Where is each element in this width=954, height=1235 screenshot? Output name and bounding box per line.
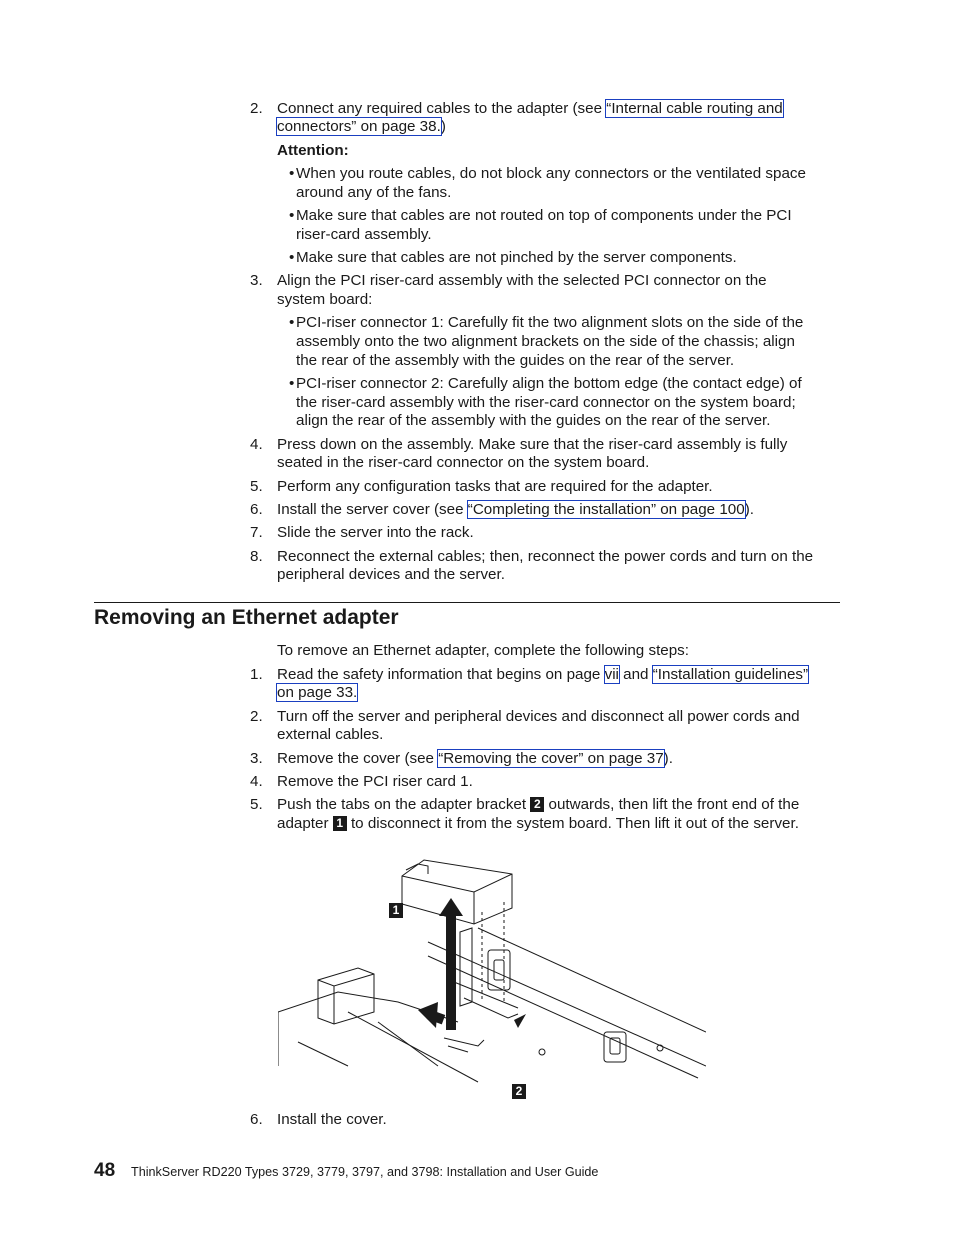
step-number: 7. <box>250 524 263 541</box>
safety-vii-link[interactable]: vii <box>604 666 619 683</box>
completing-installation-link[interactable]: “Completing the installation” on page 100 <box>467 501 745 518</box>
step-text: Install the cover. <box>277 1111 387 1128</box>
step-text-part: Read the safety information that begins on page <box>277 666 605 683</box>
step-number: 5. <box>250 796 263 813</box>
bullet-text: align the rear of the assembly with the guides on the rear of the server. <box>296 412 771 429</box>
figure-callout-1 <box>389 902 403 919</box>
step-text <box>277 99 783 118</box>
callout-badge: 1 <box>333 816 347 831</box>
step-number: 3. <box>250 272 263 289</box>
bullet-text: the riser-card assembly with the riser-card connector on the system board; <box>296 394 796 411</box>
internal-cable-routing-link-cont[interactable]: connectors” on page 38. <box>277 118 441 135</box>
bullet-icon: • <box>289 165 295 182</box>
step-text: peripheral devices and the server. <box>277 566 505 583</box>
step-text: Slide the server into the rack. <box>277 524 474 541</box>
step-text-part: ). <box>744 501 754 518</box>
bullet-text: Make sure that cables are not routed on top of components under the PCI <box>296 207 792 224</box>
step-number: 6. <box>250 1111 263 1128</box>
removing-cover-link[interactable]: “Removing the cover” on page 37 <box>438 750 664 767</box>
bullet-icon: • <box>289 249 295 266</box>
figure-callout-2 <box>512 1083 526 1100</box>
step-text: Remove the PCI riser card 1. <box>277 773 473 790</box>
step-text-part: to disconnect it from the system board. Then lift it out of the server. <box>346 815 799 832</box>
step-text: Align the PCI riser-card assembly with the selected PCI connector on the <box>277 272 767 289</box>
step-text-part: adapter <box>277 815 333 832</box>
installation-guidelines-link-cont[interactable]: on page 33. <box>277 684 358 701</box>
adapter-removal-illustration <box>278 852 706 1102</box>
bullet-text: When you route cables, do not block any connectors or the ventilated space <box>296 165 806 182</box>
attention-label: Attention: <box>277 142 349 159</box>
step-text-part: ). <box>663 750 673 767</box>
section-intro: To remove an Ethernet adapter, complete the following steps: <box>277 642 689 659</box>
step-text <box>277 500 754 519</box>
step-text: system board: <box>277 291 373 308</box>
bullet-text: Make sure that cables are not pinched by the server components. <box>296 249 737 266</box>
step-text: Press down on the assembly. Make sure that the riser-card assembly is fully <box>277 436 788 453</box>
step-number: 2. <box>250 708 263 725</box>
step-number: 5. <box>250 478 263 495</box>
step-text-part: and <box>618 666 653 683</box>
step-text-part: outwards, then lift the front end of the <box>544 796 800 813</box>
bullet-icon: • <box>289 314 295 331</box>
internal-cable-routing-link[interactable]: “Internal cable routing and <box>606 100 783 117</box>
bullet-text: PCI-riser connector 1: Carefully fit the two alignment slots on the side of the <box>296 314 804 331</box>
step-text <box>277 665 808 684</box>
step-text: external cables. <box>277 726 384 743</box>
step-number: 4. <box>250 436 263 453</box>
step-text: Perform any configuration tasks that are required for the adapter. <box>277 478 713 495</box>
installation-guidelines-link[interactable]: “Installation guidelines” <box>652 666 809 683</box>
step-number: 6. <box>250 501 263 518</box>
step-text: Reconnect the external cables; then, reconnect the power cords and turn on the <box>277 548 814 565</box>
step-number: 3. <box>250 750 263 767</box>
step-text <box>277 795 799 814</box>
step-text <box>277 814 799 833</box>
bullet-icon: • <box>289 207 295 224</box>
step-text <box>277 683 357 702</box>
step-text-part: Remove the cover (see <box>277 750 439 767</box>
step-number: 4. <box>250 773 263 790</box>
bullet-text: assembly onto the two alignment brackets on the side of the chassis; align <box>296 333 795 350</box>
bullet-icon: • <box>289 375 295 392</box>
callout-badge: 2 <box>512 1084 526 1099</box>
bullet-text: around any of the fans. <box>296 184 452 201</box>
step-text <box>277 749 673 768</box>
bullet-text: riser-card assembly. <box>296 226 432 243</box>
step-number: 8. <box>250 548 263 565</box>
step-text <box>277 117 446 136</box>
bullet-text: PCI-riser connector 2: Carefully align the bottom edge (the contact edge) of <box>296 375 802 392</box>
step-text-part: Push the tabs on the adapter bracket <box>277 796 531 813</box>
step-text-part: ) <box>440 118 446 135</box>
step-text-part: Install the server cover (see <box>277 501 468 518</box>
footer-title: ThinkServer RD220 Types 3729, 3779, 3797, and 3798: Installation and User Guide <box>131 1165 599 1179</box>
section-divider <box>94 602 840 603</box>
step-text: seated in the riser-card connector on the system board. <box>277 454 650 471</box>
step-text-part: Connect any required cables to the adapter (see <box>277 100 607 117</box>
step-number: 2. <box>250 100 263 117</box>
section-heading: Removing an Ethernet adapter <box>94 606 399 629</box>
callout-badge: 1 <box>389 903 403 918</box>
page-number: 48 <box>94 1160 116 1181</box>
step-number: 1. <box>250 666 263 683</box>
bullet-text: the rear of the assembly with the guides on the rear of the server. <box>296 352 735 369</box>
step-text: Turn off the server and peripheral devices and disconnect all power cords and <box>277 708 800 725</box>
callout-badge: 2 <box>530 797 544 812</box>
